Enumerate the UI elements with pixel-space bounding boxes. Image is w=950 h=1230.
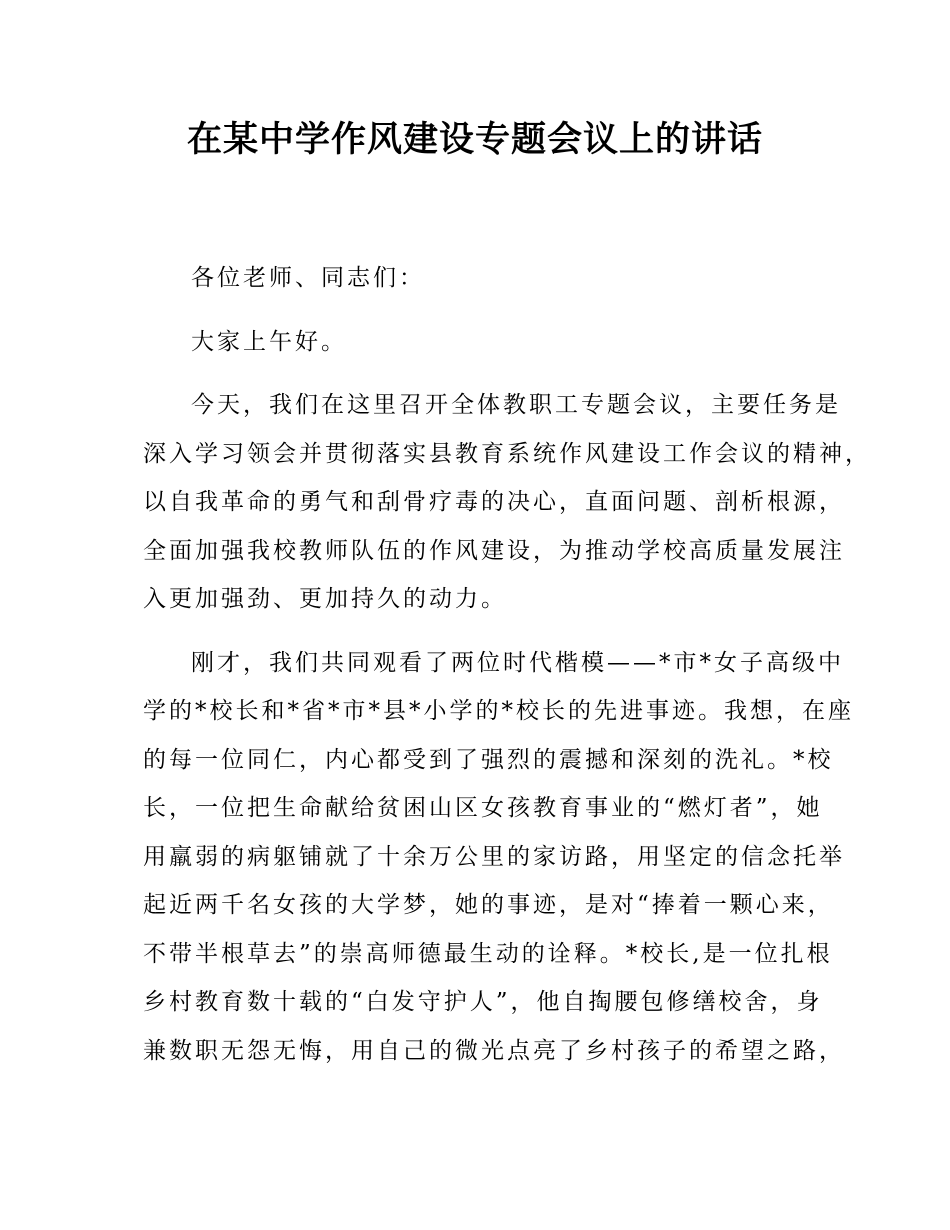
text-line: 各位老师、同志们：	[191, 265, 425, 291]
text-line: 入更加强劲、更加持久的动力。	[143, 586, 507, 612]
text-line: 刚才，我们共同观看了两位时代楷模——*市*女子高级中	[191, 649, 844, 676]
text-line: 不带半根草去”的崇高师德最生动的诠释。*校长,是一位扎根	[143, 940, 833, 967]
text-line: 今天，我们在这里召开全体教职工专题会议，主要任务是	[191, 392, 841, 418]
salutation-paragraph	[143, 254, 823, 303]
role-models-paragraph	[143, 639, 854, 1076]
text-line: 兼数职无怨无悔，用自己的微光点亮了乡村孩子的希望之路，	[143, 1037, 845, 1064]
document-body	[143, 254, 871, 1090]
text-line: 全面加强我校教师队伍的作风建设，为推动学校高质量发展注	[143, 537, 845, 564]
greeting-paragraph	[143, 318, 823, 367]
text-line: 起近两千名女孩的大学梦，她的事迹，是对“捧着一颗心来，	[143, 892, 834, 918]
text-line: 的每一位同仁，内心都受到了强烈的震撼和深刻的洗礼。*校	[143, 746, 834, 773]
text-line: 大家上午好。	[191, 328, 347, 355]
purpose-paragraph	[143, 381, 871, 624]
text-line: 用羸弱的病躯铺就了十余万公里的家访路，用坚定的信念托举	[143, 843, 845, 870]
document-title: 在某中学作风建设专题会议上的讲话	[186, 119, 763, 160]
text-line: 乡村教育数十载的“白发守护人”，他自掏腰包修缮校舍，身	[143, 989, 823, 1015]
text-line: 以自我革命的勇气和刮骨疗毒的决心，直面问题、剖析根源，	[143, 489, 845, 515]
text-line: 深入学习领会并贯彻落实县教育系统作风建设工作会议的精神，	[143, 440, 871, 467]
text-line: 学的*校长和*省*市*县*小学的*校长的先进事迹。我想，在座	[143, 698, 854, 724]
text-line: 长，一位把生命献给贫困山区女孩教育事业的“燃灯者”，她	[143, 795, 823, 821]
